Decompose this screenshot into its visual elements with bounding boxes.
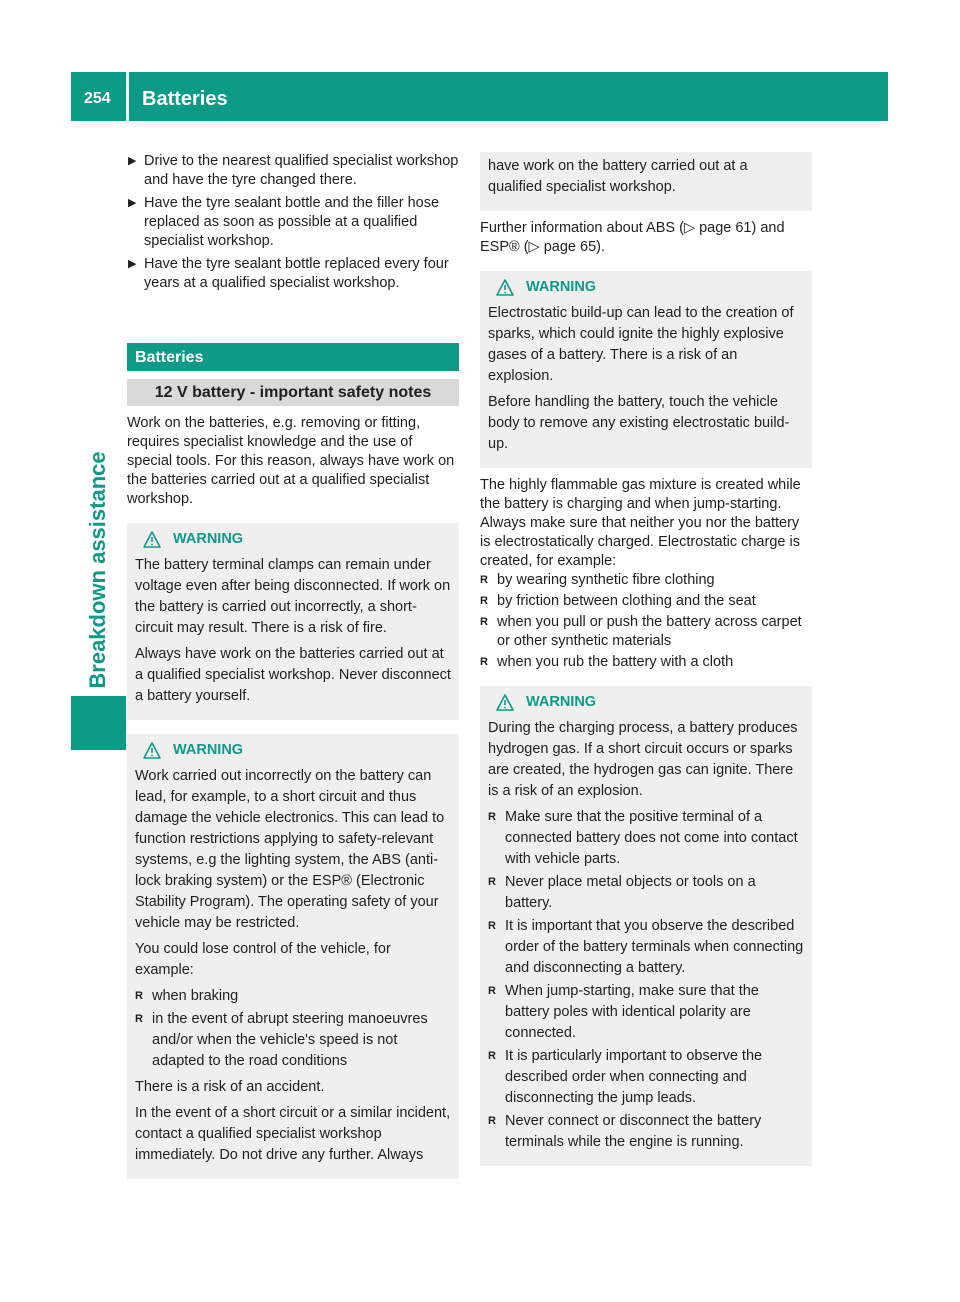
warning-box	[480, 686, 812, 1166]
instruction-step	[127, 152, 459, 190]
warning-continuation-box	[480, 152, 812, 211]
warning-text: Always have work on the batteries carried out at a qualified specialist workshop. Never disconnect a battery yourself.	[135, 646, 451, 704]
list-item	[135, 986, 451, 1007]
list-item	[480, 592, 812, 611]
step-arrow-icon: ▶	[128, 197, 137, 209]
intro-paragraph: Work on the batteries, e.g. removing or fitting, requires specialist knowledge and the use of special tools. For this reason, always have work on the batteries carried out at a qualified specialist workshop.	[127, 415, 455, 507]
list-item	[480, 653, 812, 672]
list-item-text: Make sure that the positive terminal of a connected battery does not come into contact with vehicle parts.	[505, 809, 798, 867]
bullet-icon: R	[480, 616, 488, 628]
chapter-side-label: Breakdown assistance	[85, 451, 110, 689]
bullet-icon: R	[488, 985, 496, 997]
warning-box	[480, 271, 812, 468]
list-item	[135, 1009, 451, 1072]
list-item	[488, 872, 804, 914]
warning-text: The battery terminal clamps can remain under voltage even after being disconnected. If work on the battery is carried out incorrectly, a short-circuit may result. There is a risk of fire.	[135, 557, 451, 636]
bullet-icon: R	[488, 1050, 496, 1062]
instruction-step	[127, 194, 459, 251]
list-item-text: It is important that you observe the described order of the battery terminals when connecting and disconnecting a battery.	[505, 918, 804, 976]
body-paragraph: The highly flammable gas mixture is created while the battery is charging and when jump-starting.	[480, 477, 801, 512]
list-item-text: by friction between clothing and the seat	[497, 593, 756, 609]
further-info-paragraph: Further information about ABS (▷ page 61) and ESP® (▷ page 65).	[480, 220, 785, 255]
warning-title: WARNING	[526, 694, 597, 710]
warning-text: In the event of a short circuit or a similar incident, contact a qualified specialist workshop immediately. Do not drive any further. Always	[135, 1105, 451, 1163]
list-item-text: Never place metal objects or tools on a battery.	[505, 874, 756, 911]
list-item	[480, 613, 812, 651]
left-column	[127, 152, 459, 1179]
warning-text: There is a risk of an accident.	[135, 1079, 325, 1095]
list-item-text: It is particularly important to observe the described order when connecting and disconnecting the jump leads.	[505, 1048, 763, 1106]
bullet-icon: R	[480, 574, 488, 586]
list-item-text: when braking	[152, 988, 239, 1004]
warning-title: WARNING	[526, 279, 597, 295]
list-item-text: by wearing synthetic fibre clothing	[497, 572, 715, 588]
step-arrow-icon: ▶	[128, 155, 137, 167]
warning-bullet-list	[135, 986, 451, 1072]
list-item	[488, 916, 804, 979]
page-title: Batteries	[142, 88, 228, 110]
warning-header	[135, 529, 451, 550]
subsection-heading: 12 V battery - important safety notes	[127, 379, 459, 406]
warning-triangle-icon	[143, 742, 161, 759]
bullet-icon: R	[488, 1115, 496, 1127]
step-text: Drive to the nearest qualified specialist workshop and have the tyre changed there.	[144, 153, 459, 188]
list-item-text: when you pull or push the battery across carpet or other synthetic materials	[497, 614, 802, 649]
list-item-text: Never connect or disconnect the battery terminals while the engine is running.	[505, 1113, 762, 1150]
list-item-text: When jump-starting, make sure that the battery poles with identical polarity are connected.	[505, 983, 759, 1041]
bullet-icon: R	[135, 990, 143, 1002]
bullet-icon: R	[488, 920, 496, 932]
step-text: Have the tyre sealant bottle replaced every four years at a qualified specialist workshop.	[144, 256, 449, 291]
list-item	[488, 1046, 804, 1109]
warning-triangle-icon	[496, 694, 514, 711]
warning-bullet-list	[488, 807, 804, 1153]
page-number: 254	[84, 90, 111, 107]
instruction-step	[127, 255, 459, 293]
right-column	[480, 152, 812, 1166]
warning-text: During the charging process, a battery produces hydrogen gas. If a short circuit occurs or sparks are created, the hydrogen gas can ignite. There is a risk of an explosion.	[488, 720, 798, 799]
header-divider	[126, 72, 129, 121]
list-item	[480, 571, 812, 590]
warning-triangle-icon	[496, 279, 514, 296]
warning-header	[488, 692, 804, 713]
bullet-icon: R	[488, 876, 496, 888]
body-paragraph: Always make sure that neither you nor the battery is electrostatically charged. Electrostatic charge is created, for example:	[480, 515, 800, 569]
step-text: Have the tyre sealant bottle and the filler hose replaced as soon as possible at a qualified specialist workshop.	[144, 195, 440, 249]
list-item	[488, 981, 804, 1044]
warning-title: WARNING	[173, 742, 244, 758]
warning-text: have work on the battery carried out at a qualified specialist workshop.	[488, 158, 748, 195]
list-item-text: when you rub the battery with a cloth	[497, 654, 734, 670]
warning-box	[127, 734, 459, 1179]
warning-header	[135, 740, 451, 761]
chapter-side-block	[71, 696, 126, 750]
section-heading: Batteries	[127, 343, 459, 371]
bullet-icon: R	[480, 656, 488, 668]
warning-box	[127, 523, 459, 720]
warning-text: Work carried out incorrectly on the battery can lead, for example, to a short circuit and thus damage the vehicle electronics. This can lead to function restrictions applying to safety-relevant systems, e.g the lighting system, the ABS (anti-lock braking system) or the ESP® (Electronic Stability Program). The operating safety of your vehicle may be restricted.	[135, 768, 445, 931]
warning-text: Electrostatic build-up can lead to the creation of sparks, which could ignite the highly explosive gases of a battery. There is a risk of an explosion.	[488, 305, 794, 384]
step-arrow-icon: ▶	[128, 258, 137, 270]
warning-text: You could lose control of the vehicle, for example:	[135, 941, 391, 978]
warning-triangle-icon	[143, 531, 161, 548]
list-item-text: in the event of abrupt steering manoeuvres and/or when the vehicle's speed is not adapted to the road conditions	[152, 1011, 428, 1069]
bullet-icon: R	[135, 1013, 143, 1025]
bullet-icon: R	[480, 595, 488, 607]
list-item	[488, 807, 804, 870]
warning-text: Before handling the battery, touch the vehicle body to remove any existing electrostatic build-up.	[488, 394, 790, 452]
bullet-icon: R	[488, 811, 496, 823]
bullet-list	[480, 571, 812, 672]
list-item	[488, 1111, 804, 1153]
warning-header	[488, 277, 804, 298]
warning-title: WARNING	[173, 531, 244, 547]
